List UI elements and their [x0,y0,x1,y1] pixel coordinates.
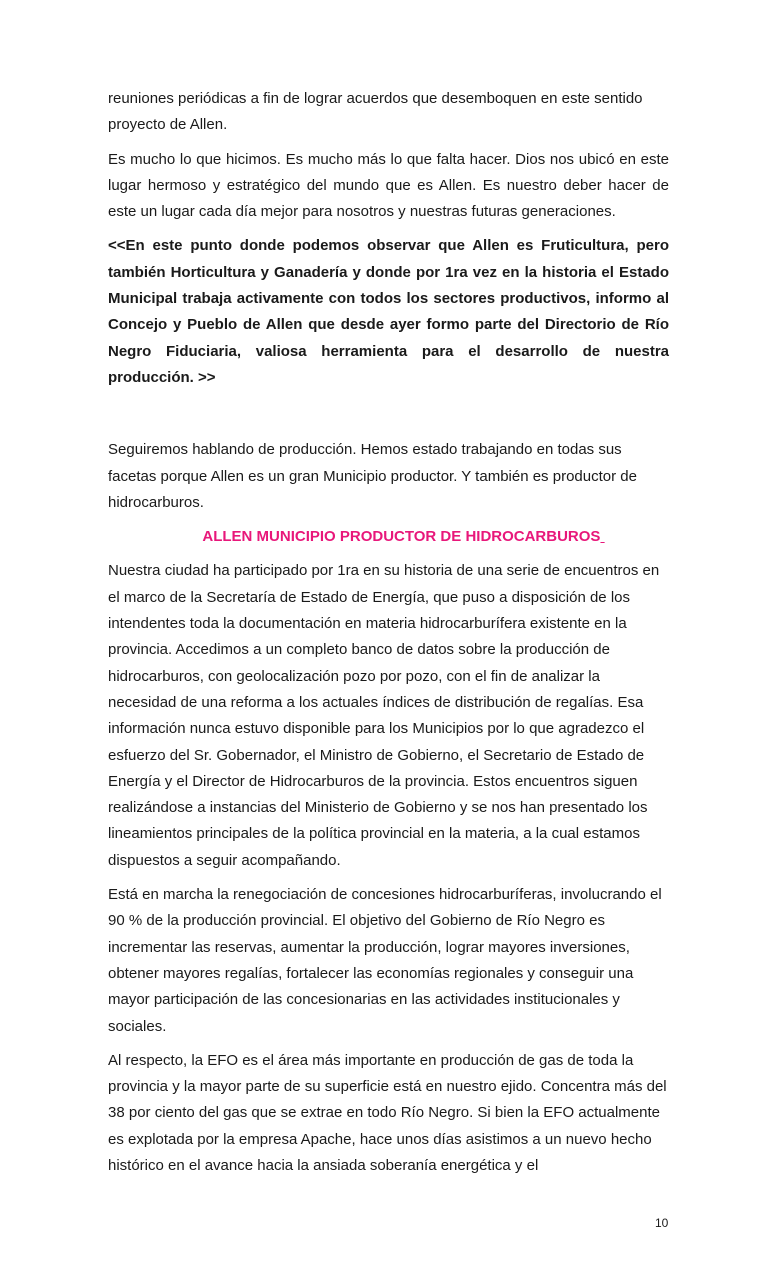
paragraph-encuentros-energia: Nuestra ciudad ha participado por 1ra en su historia de una serie de encuentros en el marco de la Secretaría de Estado de Energía, que puso a disposición de los intendentes toda la documentación en materia hidrocarburífera existente en la provincia. Accedimos a un completo banco de datos sobre la producción de hidrocarburos, con geolocalización pozo por pozo, con el fin de analizar la necesidad de una reforma a los actuales índices de distribución de regalías. Esa información nunca estuvo disponible para los Municipios por lo que agradezco el esfuerzo del Sr. Gobernador, el Ministro de Gobierno, el Secretario de Estado de Energía y el Director de Hidrocarburos de la provincia. Estos encuentros siguen realizándose a instancias del Ministerio de Gobierno y se nos han presentado los lineamientos principales de la política provincial en la materia, a la cual estamos dispuestos a seguir acompañando. [108,562,660,869]
page-content [108,86,669,1187]
paragraph-mucho-lo-que-hicimos: Es mucho lo que hicimos. Es mucho más lo que falta hacer. Dios nos ubicó en este lugar hermoso y estratégico del mundo que es Allen. Es nuestro deber hacer de este un lugar cada día mejor para nosotros y nuestras futuras generaciones. [108,150,669,221]
paragraph-renegociacion: Está en marcha la renegociación de concesiones hidrocarburíferas, involucrando el 90 % de la producción provincial. El objetivo del Gobierno de Río Negro es incrementar las reservas, aumentar la producción, lograr mayores inversiones, obtener mayores regalías, fortalecer las economías regionales y conseguir una mayor participación de las concesionarias en las actividades institucionales y sociales. [108,886,662,1035]
paragraph-fiduciaria-announcement: <<En este punto donde podemos observar que Allen es Fruticultura, pero también Horticultura y Ganadería y donde por 1ra vez en la historia el Estado Municipal trabaja activamente con todos los sectores productivos, informo al Concejo y Pueblo de Allen que desde ayer formo parte del Directorio de Río Negro Fiduciaria, valiosa herramienta para el desarrollo de nuestra producción. >> [108,237,669,386]
section-heading: ALLEN MUNICIPIO PRODUCTOR DE HIDROCARBUROS [202,528,601,546]
page-number: 10 [655,1216,669,1230]
paragraph-efo: Al respecto, la EFO es el área más importante en producción de gas de toda la provincia y la mayor parte de su superficie está en nuestro ejido. Concentra más del 38 por ciento del gas que se extrae en todo Río Negro. Si bien la EFO actualmente es explotada por la empresa Apache, hace unos días asistimos a un nuevo hecho histórico en el avance hacia la ansiada soberanía energética y el [108,1051,667,1174]
paragraph-produccion: Seguiremos hablando de producción. Hemos estado trabajando en todas sus facetas porque Allen es un gran Municipio productor. Y también es productor de hidrocarburos. [108,441,637,511]
paragraph-reuniones: reuniones periódicas a fin de lograr acuerdos que desemboquen en este sentido proyecto de Allen. [108,90,643,134]
